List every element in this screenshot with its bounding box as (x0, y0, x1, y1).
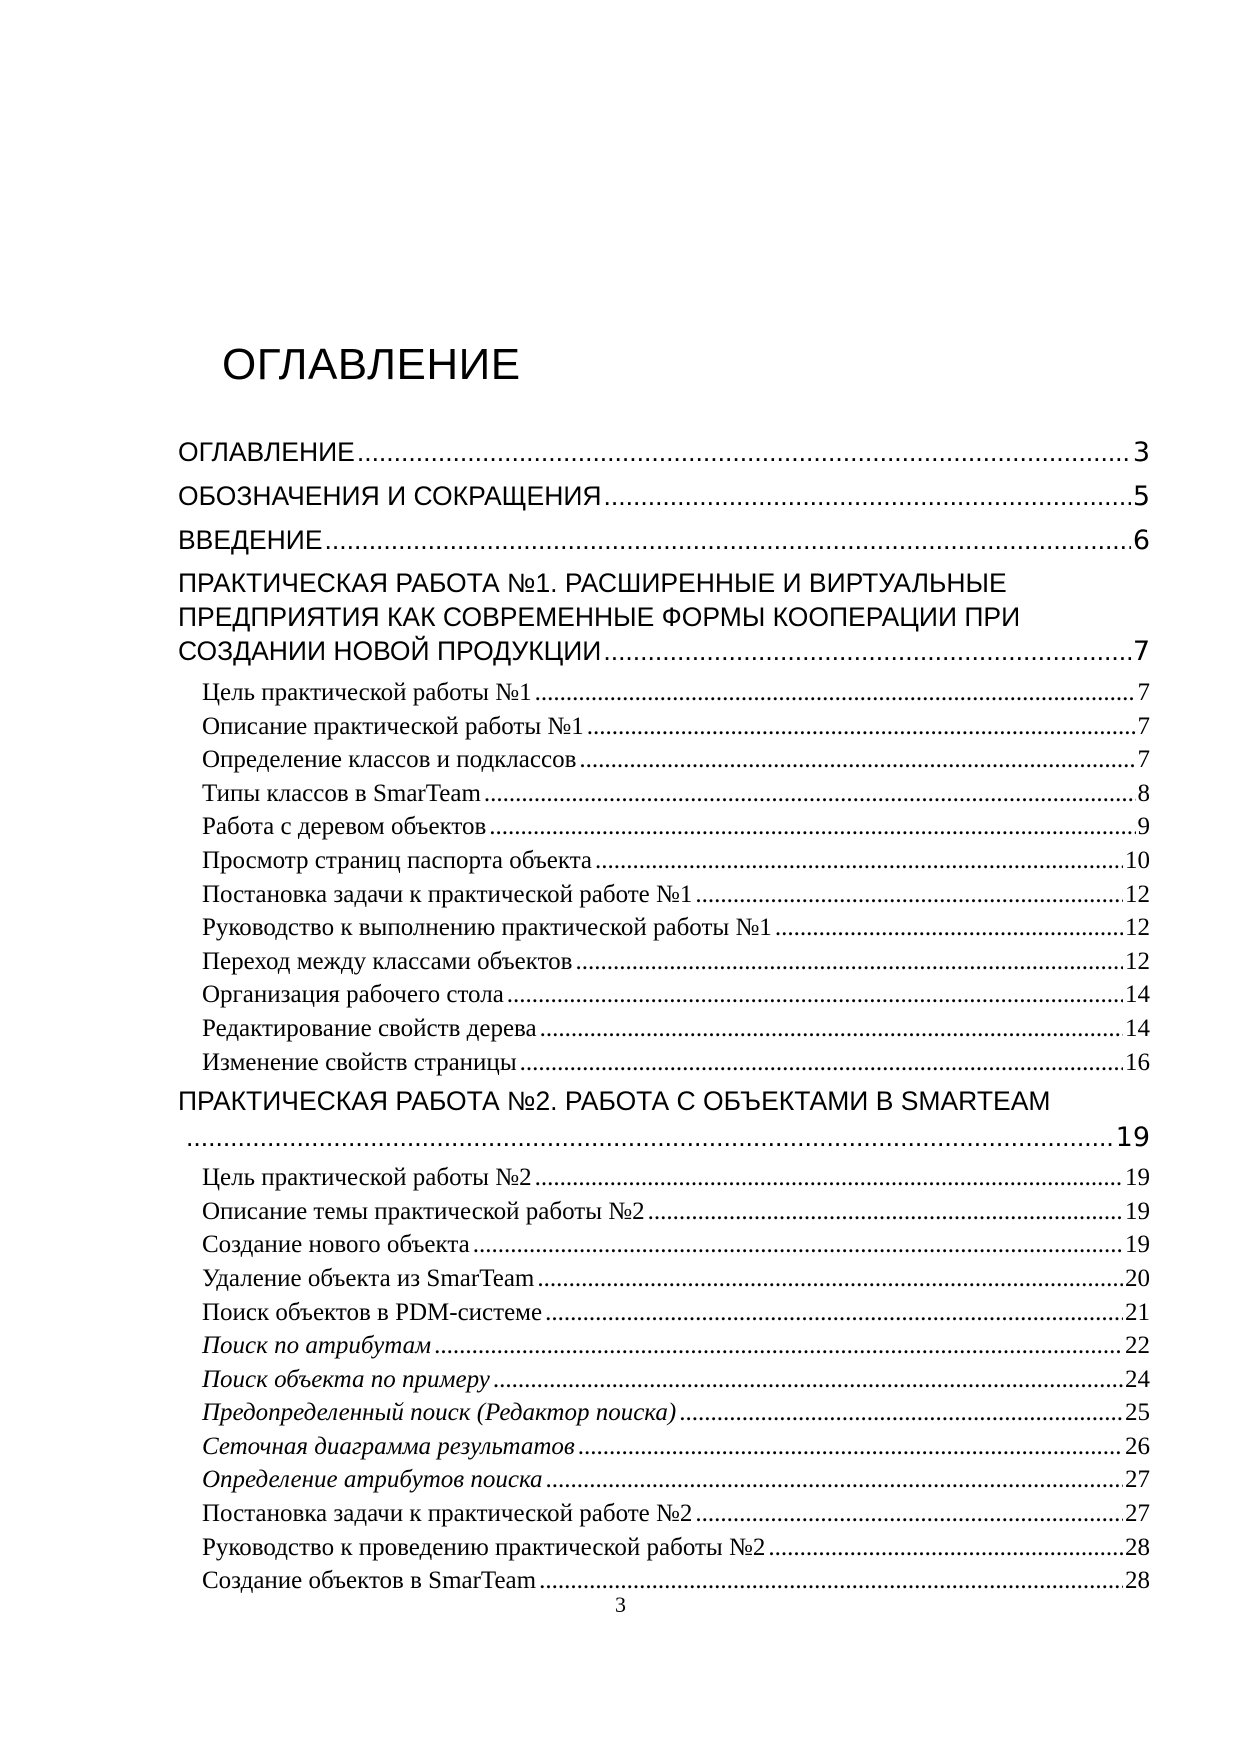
toc-part1-items (178, 676, 1150, 1079)
toc-subentry[interactable] (178, 1262, 1150, 1296)
toc-subentry[interactable] (178, 1463, 1150, 1497)
toc-heading-line: СОЗДАНИИ НОВОЙ ПРОДУКЦИИ (178, 636, 602, 666)
toc-subentry[interactable] (178, 1329, 1150, 1363)
toc-subentry[interactable] (178, 1363, 1150, 1397)
toc-heading-line: ПРЕДПРИЯТИЯ КАК СОВРЕМЕННЫЕ ФОРМЫ КООПЕРАЦИИ ПРИ (178, 602, 1021, 632)
toc-subentry-page: 28 (1125, 1567, 1150, 1595)
toc-subentry-page: 12 (1125, 947, 1150, 975)
toc-subentry[interactable] (178, 878, 1150, 912)
toc-subentry-title: Сеточная диаграмма результатов (202, 1432, 575, 1460)
toc-subentry-page: 7 (1137, 712, 1150, 740)
toc-entry-title: ВВЕДЕНИЕ (178, 525, 323, 555)
toc-subentry-title: Переход между классами объектов (202, 947, 573, 975)
toc-subentry-page: 12 (1125, 880, 1150, 908)
toc-subentry-page: 14 (1125, 981, 1150, 1009)
toc-part1-heading[interactable] (178, 566, 1150, 670)
toc-subentry-page: 21 (1125, 1298, 1150, 1326)
toc-entry-page: 3 (1132, 437, 1150, 468)
toc-subentry-title: Просмотр страниц паспорта объекта (202, 846, 593, 874)
toc-leader-dots (537, 1262, 1123, 1296)
toc-leader-dots (540, 1012, 1123, 1046)
toc-subentry-page: 19 (1125, 1164, 1150, 1192)
toc-leader-dots (604, 474, 1131, 518)
toc-subentry-page: 27 (1125, 1466, 1150, 1494)
toc-subentry[interactable] (178, 1012, 1150, 1046)
toc-leader-dots (473, 1228, 1123, 1262)
toc-leader-dots (546, 1463, 1123, 1497)
toc-entry[interactable] (178, 518, 1150, 562)
toc-leader-dots (695, 878, 1123, 912)
toc-leader-dots (595, 844, 1123, 878)
page-number: 3 (615, 1592, 626, 1617)
toc-subentry-page: 8 (1137, 779, 1150, 807)
toc-subentry[interactable] (178, 978, 1150, 1012)
toc-entry-page: 5 (1132, 481, 1150, 512)
toc-leader-dots (768, 1531, 1123, 1565)
toc-subentry-title: Работа с деревом объектов (202, 813, 487, 841)
toc-subentry-title: Предопределенный поиск (Редактор поиска) (202, 1399, 677, 1427)
toc-subentry[interactable] (178, 1046, 1150, 1080)
toc-subentry[interactable] (178, 676, 1150, 710)
toc-leader-dots (545, 1296, 1123, 1330)
toc-subentry-page: 19 (1125, 1197, 1150, 1225)
toc-subentry-title: Постановка задачи к практической работе №2 (202, 1500, 693, 1528)
toc-entry-title: ОГЛАВЛЕНИЕ (178, 437, 355, 467)
toc-subentry-title: Руководство к проведению практической работы №2 (202, 1533, 766, 1561)
toc-leader-dots (186, 1119, 1114, 1155)
toc-subentry-page: 16 (1125, 1048, 1150, 1076)
toc-subentry[interactable] (178, 743, 1150, 777)
toc-leader-dots (484, 777, 1136, 811)
toc-subentry-title: Создание нового объекта (202, 1231, 470, 1259)
toc-subentry[interactable] (178, 844, 1150, 878)
toc-subentry[interactable] (178, 1161, 1150, 1195)
toc-subentry-page: 20 (1125, 1264, 1150, 1292)
toc-subentry-title: Поиск объектов в PDM-системе (202, 1298, 543, 1326)
toc-leader-dots (489, 810, 1135, 844)
toc-subentry[interactable] (178, 1296, 1150, 1330)
toc-subentry[interactable] (178, 945, 1150, 979)
table-of-contents (178, 430, 1150, 1602)
toc-leader-dots (325, 518, 1131, 562)
toc-leader-dots (507, 978, 1123, 1012)
toc-leader-dots (775, 911, 1123, 945)
toc-subentry-title: Описание темы практической работы №2 (202, 1197, 645, 1225)
toc-leader-dots (603, 634, 1130, 668)
toc-subentry-title: Определение классов и подклассов (202, 746, 577, 774)
toc-leader-dots (679, 1396, 1123, 1430)
toc-leader-dots (357, 430, 1131, 474)
toc-leader-dots (695, 1497, 1123, 1531)
toc-leader-dots (578, 1430, 1123, 1464)
toc-leader-dots (579, 743, 1135, 777)
toc-subentry[interactable] (178, 810, 1150, 844)
toc-subentry[interactable] (178, 777, 1150, 811)
toc-subentry-title: Постановка задачи к практической работе №1 (202, 880, 693, 908)
page-title: ОГЛАВЛЕНИЕ (222, 340, 521, 389)
toc-subentry-page: 7 (1137, 746, 1150, 774)
toc-subentry-title: Цель практической работы №2 (202, 1164, 532, 1192)
toc-subentry[interactable] (178, 1228, 1150, 1262)
toc-subentry-page: 14 (1125, 1014, 1150, 1042)
toc-part2-heading[interactable] (178, 1083, 1150, 1155)
toc-subentry-title: Удаление объекта из SmarTeam (202, 1264, 535, 1292)
toc-entry-page: 6 (1132, 525, 1150, 556)
toc-leader-dots (535, 676, 1136, 710)
toc-subentry-page: 28 (1125, 1533, 1150, 1561)
toc-leader-dots (575, 945, 1123, 979)
toc-part2-items (178, 1161, 1150, 1598)
toc-subentry-page: 7 (1137, 679, 1150, 706)
toc-subentry-title: Руководство к выполнению практической работы №1 (202, 914, 772, 942)
toc-subentry-page: 9 (1137, 813, 1150, 841)
toc-entry-page: 7 (1132, 636, 1150, 667)
toc-leader-dots (520, 1046, 1123, 1080)
toc-subentry-title: Создание объектов в SmarTeam (202, 1567, 537, 1595)
toc-subentry[interactable] (178, 1497, 1150, 1531)
toc-entry[interactable] (178, 474, 1150, 518)
toc-subentry-title: Поиск объекта по примеру (202, 1365, 490, 1393)
toc-subentry-title: Типы классов в SmarTeam (202, 779, 481, 807)
toc-subentry-title: Редактирование свойств дерева (202, 1014, 537, 1042)
toc-subentry-page: 10 (1125, 846, 1150, 874)
toc-subentry-page: 12 (1125, 914, 1150, 942)
toc-heading-line: ПРАКТИЧЕСКАЯ РАБОТА №2. РАБОТА С ОБЪЕКТАМИ В SMARTEAM (178, 1086, 1051, 1117)
toc-subentry[interactable] (178, 1430, 1150, 1464)
toc-subentry-title: Цель практической работы №1 (202, 679, 532, 706)
toc-entry-page: 19 (1115, 1122, 1150, 1154)
toc-heading-line: ПРАКТИЧЕСКАЯ РАБОТА №1. РАСШИРЕННЫЕ И ВИРТУАЛЬНЫЕ (178, 568, 1007, 598)
toc-subentry[interactable] (178, 1195, 1150, 1229)
toc-subentry-page: 22 (1125, 1332, 1150, 1360)
toc-leader-dots (648, 1195, 1123, 1229)
toc-subentry[interactable] (178, 1531, 1150, 1565)
toc-subentry-title: Определение атрибутов поиска (202, 1466, 543, 1494)
toc-subentry-title: Описание практической работы №1 (202, 712, 584, 740)
toc-entry-title: ОБОЗНАЧЕНИЯ И СОКРАЩЕНИЯ (178, 481, 602, 511)
toc-subentry-page: 26 (1125, 1432, 1150, 1460)
toc-subentry-page: 24 (1125, 1365, 1150, 1393)
toc-leader-dots (587, 710, 1136, 744)
toc-subentry-title: Поиск по атрибутам (202, 1332, 432, 1360)
toc-subentry-page: 25 (1125, 1399, 1150, 1427)
toc-subentry-page: 27 (1125, 1500, 1150, 1528)
toc-subentry[interactable] (178, 1396, 1150, 1430)
toc-subentry[interactable] (178, 710, 1150, 744)
toc-entry[interactable] (178, 430, 1150, 474)
toc-subentry[interactable] (178, 911, 1150, 945)
toc-subentry-title: Организация рабочего стола (202, 981, 504, 1009)
toc-subentry-page: 19 (1125, 1231, 1150, 1259)
toc-subentry-title: Изменение свойств страницы (202, 1048, 517, 1076)
toc-leader-dots (535, 1161, 1123, 1195)
toc-leader-dots (434, 1329, 1123, 1363)
toc-leader-dots (493, 1363, 1123, 1397)
